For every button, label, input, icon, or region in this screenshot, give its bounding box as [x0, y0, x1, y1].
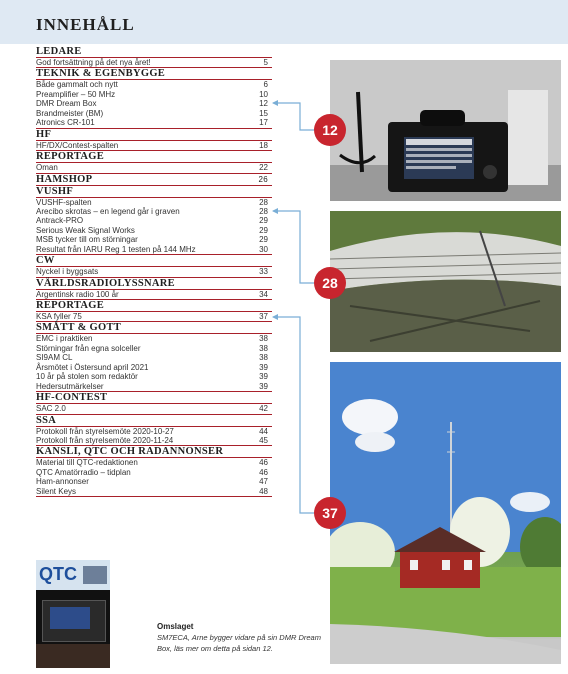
- table-of-contents: [36, 46, 272, 497]
- toc-entry[interactable]: [36, 363, 272, 372]
- arrowhead-28: [272, 208, 278, 214]
- cover-logo: QTC: [39, 564, 77, 584]
- caption-text: SM7ECA, Arne bygger vidare på sin DMR Dream Box, läs mer om detta på sidan 12.: [157, 633, 321, 653]
- toc-entry-page: 45: [259, 435, 268, 445]
- toc-entry-page: 12: [259, 99, 268, 109]
- toc-entry[interactable]: [36, 163, 272, 173]
- toc-entry[interactable]: [36, 427, 272, 436]
- dmr-dream-box-photo: [330, 60, 561, 201]
- toc-entry-title: Störningar från egna solceller: [36, 343, 141, 353]
- toc-entry[interactable]: [36, 404, 272, 414]
- toc-entry[interactable]: [36, 118, 272, 128]
- toc-section-title: CW: [36, 255, 272, 267]
- toc-entry-page: 5: [263, 58, 268, 67]
- connector-28: [273, 211, 314, 283]
- toc-entry-title: Atronics CR-101: [36, 118, 95, 128]
- magazine-cover-thumbnail: [36, 560, 110, 668]
- toc-entry[interactable]: [36, 468, 272, 477]
- toc-entry[interactable]: [36, 436, 272, 446]
- toc-entry-title: Argentinsk radio 100 år: [36, 289, 119, 299]
- toc-entry-title: Silent Keys: [36, 486, 77, 496]
- toc-entry-title: KSA fyller 75: [36, 312, 82, 321]
- toc-entry-title: 10 år på stolen som redaktör: [36, 372, 138, 382]
- toc-entry[interactable]: [36, 90, 272, 99]
- toc-entry-page: 48: [259, 486, 268, 496]
- toc-entry-title: Årsmötet i Östersund april 2021: [36, 362, 149, 372]
- toc-entry-title: Material till QTC-redaktionen: [36, 458, 138, 468]
- toc-entry-title: Preamplifier – 50 MHz: [36, 89, 116, 99]
- connector-12: [273, 103, 314, 130]
- toc-section-title: VUSHF: [36, 186, 272, 198]
- toc-entry-page: 46: [259, 458, 268, 468]
- toc-entry-page: 28: [259, 206, 268, 216]
- toc-section: [36, 186, 272, 256]
- page-callout-28: 28: [314, 267, 346, 299]
- toc-entry-page: 22: [259, 163, 268, 173]
- toc-entry-title: DMR Dream Box: [36, 99, 97, 109]
- connector-37: [273, 317, 314, 513]
- toc-entry-page: 28: [259, 197, 268, 207]
- toc-entry-title: Protokoll från styrelsemöte 2020-10-27: [36, 426, 174, 436]
- toc-entry[interactable]: [36, 477, 272, 486]
- toc-entry[interactable]: [36, 245, 272, 255]
- toc-section: [36, 415, 272, 447]
- toc-entry[interactable]: [36, 372, 272, 381]
- toc-entry[interactable]: [36, 99, 272, 108]
- toc-entry-page: 38: [259, 334, 268, 344]
- toc-entry-page: 46: [259, 467, 268, 477]
- page-title: INNEHÅLL: [36, 15, 135, 34]
- toc-entry-title: God fortsättning på det nya året!: [36, 58, 151, 67]
- toc-entry-title: Hedersutmärkelser: [36, 381, 104, 391]
- toc-entry-page: 15: [259, 108, 268, 118]
- toc-section: [36, 278, 272, 300]
- toc-entry-title: Protokoll från styrelsemöte 2020-11-24: [36, 435, 174, 445]
- toc-entry-title: MSB tycker till om störningar: [36, 235, 138, 245]
- toc-entry-page: 29: [259, 216, 268, 226]
- toc-entry-title: Oman: [36, 163, 58, 173]
- toc-entry-title: Arecibo skrotas – en legend går i graven: [36, 206, 180, 216]
- toc-entry[interactable]: [36, 312, 272, 322]
- toc-entry-title: Både gammalt och nytt: [36, 80, 118, 90]
- toc-section-title: HF: [36, 129, 272, 141]
- toc-section-title: HF-CONTEST: [36, 392, 272, 404]
- toc-entry-page: 33: [259, 267, 268, 277]
- toc-section-title: LEDARE: [36, 46, 272, 58]
- toc-entry-title: Ham-annonser: [36, 477, 89, 487]
- toc-section-title: REPORTAGE: [36, 300, 272, 312]
- page-callout-12: 12: [314, 114, 346, 146]
- toc-entry[interactable]: [36, 487, 272, 497]
- toc-entry[interactable]: [36, 344, 272, 353]
- toc-entry-page: 17: [259, 118, 268, 128]
- toc-entry[interactable]: [36, 334, 272, 343]
- toc-entry[interactable]: [36, 109, 272, 118]
- toc-section-page: 26: [258, 174, 268, 184]
- toc-section: [36, 392, 272, 414]
- toc-section: [36, 255, 272, 277]
- toc-entry-page: 47: [259, 477, 268, 487]
- toc-entry-page: 6: [263, 80, 268, 90]
- toc-section: [36, 68, 272, 128]
- toc-section: [36, 446, 272, 497]
- toc-section-title-text: HAMSHOP: [36, 173, 93, 185]
- page-callout-37: 37: [314, 497, 346, 529]
- toc-entry[interactable]: [36, 235, 272, 244]
- toc-entry-title: Serious Weak Signal Works: [36, 225, 135, 235]
- toc-entry-page: 29: [259, 225, 268, 235]
- toc-entry[interactable]: [36, 216, 272, 225]
- toc-entry-title: VUSHF-spalten: [36, 197, 92, 207]
- toc-entry[interactable]: [36, 458, 272, 467]
- toc-entry[interactable]: [36, 80, 272, 89]
- toc-entry-page: 34: [259, 289, 268, 299]
- toc-entry-page: 29: [259, 235, 268, 245]
- toc-section: [36, 322, 272, 392]
- toc-entry-page: 10: [259, 89, 268, 99]
- toc-section-title: [36, 174, 272, 186]
- toc-entry-title: Nyckel i byggsats: [36, 267, 99, 277]
- toc-section: [36, 174, 272, 186]
- toc-section: [36, 46, 272, 68]
- toc-entry-page: 37: [259, 312, 268, 321]
- toc-entry-title: SI9AM CL: [36, 353, 73, 363]
- toc-section-title: SMÅTT & GOTT: [36, 322, 272, 334]
- toc-entry-title: SAC 2.0: [36, 404, 66, 414]
- toc-entry[interactable]: [36, 382, 272, 392]
- toc-entry[interactable]: [36, 226, 272, 235]
- arrowhead-12: [272, 100, 278, 106]
- toc-entry-page: 38: [259, 343, 268, 353]
- toc-entry-title: Resultat från IARU Reg 1 testen på 144 MHz: [36, 244, 196, 254]
- arecibo-photo: [330, 211, 561, 352]
- toc-entry[interactable]: [36, 141, 272, 151]
- caption-title: Omslaget: [157, 622, 194, 631]
- toc-entry-page: 30: [259, 244, 268, 254]
- toc-section-title: SSA: [36, 415, 272, 427]
- toc-entry-page: 39: [259, 362, 268, 372]
- toc-section: [36, 300, 272, 322]
- toc-entry-title: EMC i praktiken: [36, 334, 93, 344]
- toc-entry[interactable]: [36, 58, 272, 68]
- toc-entry-title: Brandmeister (BM): [36, 108, 104, 118]
- toc-entry[interactable]: [36, 353, 272, 362]
- toc-entry-page: 42: [259, 404, 268, 414]
- toc-entry-title: Antrack-PRO: [36, 216, 84, 226]
- toc-section-title: REPORTAGE: [36, 151, 272, 163]
- toc-entry-page: 39: [259, 372, 268, 382]
- toc-entry-page: 39: [259, 381, 268, 391]
- cover-caption: [157, 621, 322, 654]
- toc-entry-title: HF/DX/Contest-spalten: [36, 140, 119, 150]
- toc-section-title: TEKNIK & EGENBYGGE: [36, 68, 272, 80]
- toc-entry[interactable]: [36, 290, 272, 300]
- toc-entry-page: 44: [259, 426, 268, 436]
- toc-entry[interactable]: [36, 267, 272, 277]
- toc-entry[interactable]: [36, 198, 272, 207]
- toc-section: [36, 151, 272, 173]
- toc-entry-page: 38: [259, 353, 268, 363]
- toc-entry[interactable]: [36, 207, 272, 216]
- toc-section-title: KANSLI, QTC OCH RADANNONSER: [36, 446, 272, 458]
- arrowhead-37: [272, 314, 278, 320]
- toc-section: [36, 129, 272, 151]
- ksa-photo: [330, 362, 561, 664]
- toc-section-title: VÄRLDSRADIOLYSSNARE: [36, 278, 272, 290]
- toc-entry-title: QTC Amatörradio – tidplan: [36, 467, 131, 477]
- toc-entry-page: 18: [259, 140, 268, 150]
